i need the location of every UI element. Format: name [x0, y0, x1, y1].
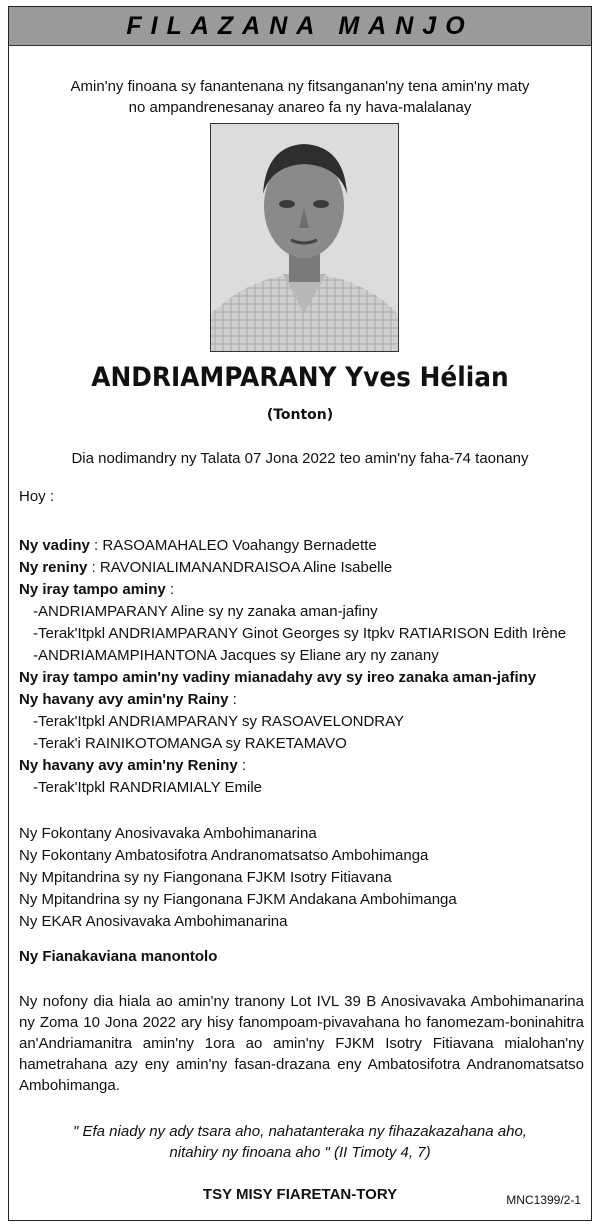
list-item: Ny Mpitandrina sy ny Fiangonana FJKM Isotry Fitiavana — [19, 869, 392, 886]
list-item: Ny Fokontany Ambatosifotra Andranomatsatso Ambohimanga — [19, 847, 429, 864]
fianakaviana-block — [19, 946, 584, 968]
header-banner — [9, 7, 591, 46]
reniny-line — [19, 557, 584, 579]
iray-tampo-line — [19, 579, 584, 601]
fianakaviana-label: Ny Fianakaviana manontolo — [19, 948, 218, 965]
list-item: -Terak'Itpkl RANDRIAMIALY Emile — [33, 779, 263, 796]
death-notice: Dia nodimandry ny Talata 07 Jona 2022 teo amin'ny faha-74 taonany — [71, 450, 529, 467]
quote-line-1: " Efa niady ny ady tsara aho, nahatanteraka ny fihazakazahana aho, — [73, 1123, 527, 1140]
havany-reniny-colon: : — [237, 757, 247, 774]
quote-line-2: nitahiry ny finoana aho " (II Timoty 4, 7) — [169, 1144, 431, 1161]
list-item: Ny EKAR Anosivavaka Ambohimanarina — [19, 913, 288, 930]
reference-code: MNC1399/2-1 — [506, 1193, 581, 1207]
bible-quote — [9, 1121, 591, 1163]
vadiny-value: : RASOAMAHALEO Voahangy Bernadette — [89, 537, 377, 554]
hoy-text: Hoy : — [19, 488, 55, 505]
iray-tampo-label: Ny iray tampo aminy — [19, 581, 166, 598]
list-item: Ny Mpitandrina sy ny Fiangonana FJKM Andakana Ambohimanga — [19, 891, 457, 908]
reniny-value: : RAVONIALIMANANDRAISOA Aline Isabelle — [87, 559, 393, 576]
vadiny-line — [19, 535, 584, 557]
iray-tampo-vadiny-line — [19, 667, 584, 689]
list-item: -Terak'Itpkl ANDRIAMPARANY sy RASOAVELONDRAY — [33, 713, 405, 730]
havany-rainy-colon: : — [228, 691, 237, 708]
hoy-label — [19, 486, 584, 508]
communities-list — [19, 823, 584, 933]
deceased-nickname: (Tonton) — [266, 407, 334, 423]
intro-text — [9, 76, 591, 118]
havany-rainy-label: Ny havany avy amin'ny Rainy — [19, 691, 229, 708]
vadiny-label: Ny vadiny — [19, 537, 90, 554]
portrait-image — [211, 124, 398, 351]
header-title: FILAZANA MANJO — [126, 11, 474, 40]
closing-note: TSY MISY FIARETAN-TORY — [202, 1186, 398, 1203]
havany-rainy-line — [19, 689, 584, 711]
list-item: -Terak'Itpkl ANDRIAMPARANY Ginot Georges sy Itpkv RATIARISON Edith Irène — [33, 625, 567, 642]
havany-reniny-label: Ny havany avy amin'ny Reniny — [19, 757, 238, 774]
reniny-label: Ny reniny — [19, 559, 88, 576]
list-item: -ANDRIAMPARANY Aline sy ny zanaka aman-jafiny — [33, 603, 378, 620]
iray-tampo-vadiny-label: Ny iray tampo amin'ny vadiny mianadahy avy sy ireo zanaka aman-jafiny — [19, 669, 537, 686]
havany-reniny-line — [19, 755, 584, 777]
family-list — [19, 535, 584, 799]
funeral-text: Ny nofony dia hiala ao amin'ny tranony Lot IVL 39 B Anosivavaka Ambohimanarina ny Zoma 10 Jona 2022 ary hisy fanompoam-pivavahana ho fanomezam-boninahitra an'Andriamanitra amin'ny 1ora ao amin'ny FJKM Isotry Fitiavana mialohan'ny hametrahana azy eny amin'ny fasan-drazana eny Ambatosifotra Andranomatsatso Ambohimanga. — [19, 993, 584, 1094]
portrait-photo — [210, 123, 399, 352]
deceased-name: ANDRIAMPARANY Yves Hélian — [91, 362, 509, 393]
list-item: -Terak'i RAINIKOTOMANGA sy RAKETAMAVO — [33, 735, 347, 752]
iray-tampo-colon: : — [165, 581, 175, 598]
list-item: Ny Fokontany Anosivavaka Ambohimanarina — [19, 825, 317, 842]
intro-line-2: no ampandrenesanay anareo fa ny hava-malalanay — [128, 99, 472, 116]
obituary-frame — [8, 6, 592, 1221]
intro-line-1: Amin'ny finoana sy fanantenana ny fitsanganan'ny tena amin'ny maty — [70, 78, 530, 95]
list-item: -ANDRIAMAMPIHANTONA Jacques sy Eliane ary ny zanany — [33, 647, 439, 664]
